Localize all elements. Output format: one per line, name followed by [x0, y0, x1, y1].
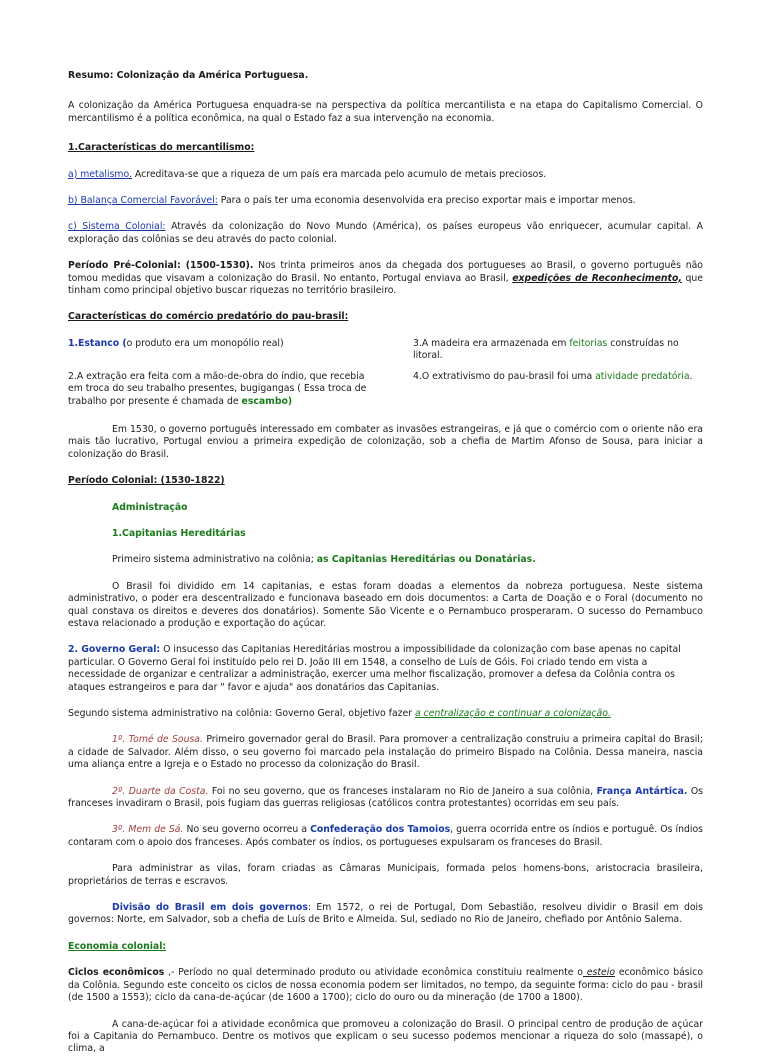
feitorias-term: feitorias [569, 337, 608, 349]
sistema-text: Através da colonização do Novo Mundo (América), os países europeus vão enriquecer, acumular capital. A exploração das colônias se deu através do pacto colonial. [68, 221, 703, 245]
capitanias-paragraph: O Brasil foi dividido em 14 capitanias, e estas foram doadas a elementos da nobreza portuguesa. Neste sistema administrativo, o poder era descentralizado e funcionava baseado em dois documentos: a Carta de Doação e o Foral (documento no qual constava os direitos e deveres dos donatários). Somente São Vicente e o Pernambuco prosperaram. O sucesso do Pernambuco estava relacionado a produção e exportação do açúcar. [68, 580, 703, 629]
escambo-text: 2.A extração era feita com a mão-de-obra do índio, que recebia em troca do seu trabalho presentes, bugigangas ( Essa troca de trabalho por presente é chamada de [68, 370, 367, 407]
intro-paragraph: A colonização da América Portuguesa enquadra-se na perspectiva da política mercantilista e na etapa do Capitalismo Comercial. O mercantilismo é a política econômica, na qual o Estado faz a sua intervenção na economia. [68, 100, 703, 124]
governador-1-text: Primeiro governador geral do Brasil. Para promover a centralização construiu a primeira capital do Brasil; a cidade de Salvador. Além disso, o seu governo foi marcado pela instalação do primeiro Bispado na Colônia. Dessa maneira, nascia uma aliança entre a Igreja e o Estado no processo da colonização do Brasil. [68, 734, 704, 771]
item-sistema-colonial [68, 221, 703, 246]
governo-geral-label: 2. Governo Geral: [68, 644, 161, 656]
extrativismo-after: . [689, 370, 693, 382]
governador-3-label: 3º. Mem de Sá. [112, 824, 184, 836]
governo-geral-paragraph [68, 644, 703, 694]
heading-periodo-colonial: Período Colonial: (1530-1822) [68, 475, 225, 487]
metalismo-text: Acreditava-se que a riqueza de um país era marcada pelo acumulo de metais preciosos. [131, 168, 547, 180]
precolonial-expedicoes: expedições de Reconhecimento, [512, 272, 682, 284]
item-feitorias [413, 338, 703, 363]
extrativismo-term: atividade predatória [595, 370, 690, 382]
governador-2-term: França Antártica. [596, 785, 688, 797]
item-metalismo [68, 169, 703, 181]
feitorias-text: 3.A madeira era armazenada em [413, 337, 570, 349]
divisao-label: Divisão do Brasil em dois governos [112, 902, 308, 914]
escambo-close: ) [287, 395, 293, 407]
escambo-term: escambo [241, 395, 288, 407]
balanca-text: Para o país ter uma economia desenvolvida era preciso exportar mais e importar menos. [217, 195, 636, 207]
ciclos-paragraph [68, 967, 703, 1004]
vilas-paragraph: Para administrar as vilas, foram criadas as Câmaras Municipais, formada pelos homens-bons, aristocracia brasileira, proprietários de terras e escravos. [68, 863, 703, 887]
governador-3-term: Confederação dos Tamoios [310, 824, 451, 836]
ciclos-label: Ciclos econômicos [68, 967, 165, 979]
precolonial-label: Período Pré-Colonial: (1500-1530). [68, 260, 254, 272]
segundo-sistema-text: Segundo sistema administrativo na colônia: Governo Geral, objetivo fazer [68, 708, 416, 719]
divisao-paragraph [68, 902, 703, 927]
extrativismo-text: 4.O extrativismo do pau-brasil foi uma [413, 370, 596, 382]
cana-paragraph: A cana-de-açúcar foi a atividade econômica que promoveu a colonização do Brasil. O principal centro de produção de açúcar foi a Capitania do Pernambuco. Dentre os motivos que explicam o seu sucesso podemos mencionar a riqueza do solo (massapé), o clima, a [68, 1018, 703, 1055]
estanco-paren: ( [119, 337, 127, 349]
governador-2 [68, 786, 703, 811]
capitanias-intro-text: Primeiro sistema administrativo na colônia; [112, 554, 317, 566]
estanco-label: 1.Estanco [68, 337, 120, 349]
divisao-text: : Em 1572, o rei de Portugal, Dom Sebastião, resolveu dividir o Brasil em dois governos: Norte, em Salvador, sob a chefia de Luís de Brito e Almeida. Sul, sediado no Rio de Janeiro, chefiado por Antônio Salema. [68, 902, 703, 926]
capitanias-intro [68, 554, 703, 566]
governo-geral-text: O insucesso das Capitanias Hereditárias mostrou a impossibilidade da colonização com base apenas no capital particular. O Governo Geral foi instituído pelo rei D. João III em 1548, a conselho de Luís de Góis. Foi criado tendo em vista a necessidade de organizar e centralizar a administração, exercer uma melhor fiscalização, promover a defesa da Colônia contra os ataques estrangeiros e para dar " favor e ajuda" aos donatários das Capitanias. [68, 644, 681, 693]
item-estanco [68, 338, 368, 363]
heading-capitanias: 1.Capitanias Hereditárias [112, 527, 246, 539]
pau-brasil-row-2 [68, 371, 703, 408]
item-extrativismo [413, 371, 703, 408]
precolonial-text1: Nos trinta primeiros anos da chegada dos portugueses ao Brasil, o governo português não tomou medidas que visavam a colonização do Brasil. No entanto, Portugal enviava ao Brasil, [68, 260, 703, 284]
feitorias-after: construídas no litoral. [413, 337, 679, 362]
heading-economia: Economia colonial: [68, 940, 167, 952]
item-balanca [68, 195, 703, 207]
segundo-sistema-link: a centralização e continuar a colonização. [415, 708, 611, 719]
metalismo-label: a) metalismo. [68, 168, 132, 180]
paragraph-1530: Em 1530, o governo português interessado em combater as invasões estrangeiras, e já que o comércio com o oriente não era mais tão lucrativo, Portugal enviou a primeira expedição de colonização, sob a chefia de Martim Afonso de Sousa, para iniciar a colonização do Brasil. [68, 423, 703, 460]
heading-pau-brasil: Características do comércio predatório do pau-brasil: [68, 311, 349, 323]
balanca-label: b) Balança Comercial Favorável: [68, 195, 218, 207]
governador-1-label: 1º. Tomé de Sousa. [112, 734, 203, 746]
estanco-text: o produto era um monopólio real) [126, 337, 284, 349]
heading-administracao: Administração [112, 501, 188, 513]
governador-1 [68, 734, 703, 771]
sistema-label: c) Sistema Colonial: [68, 221, 166, 233]
ciclos-term: esteio [582, 967, 616, 979]
document-title: Resumo: Colonização da América Portuguesa. [68, 70, 309, 81]
governador-3-text: No seu governo ocorreu a [183, 824, 311, 836]
ciclos-text2: econômico básico da Colônia. Segundo este conceito os ciclos de nossa economia podem ser limitados, no tempo, da seguinte forma: ciclo do pau - brasil (de 1500 a 1553); ciclo da cana-de-açúcar (de 1600 a 1700); ciclo do ouro ou da mineração (de 1700 a 1800). [68, 967, 704, 1004]
item-escambo [68, 371, 368, 408]
heading-mercantilism: 1.Características do mercantilismo: [68, 142, 255, 154]
precolonial-paragraph [68, 260, 703, 297]
governador-2-text: Foi no seu governo, que os franceses instalaram no Rio de Janeiro a sua colônia, [208, 785, 597, 797]
ciclos-text1: ,- Período no qual determinado produto ou atividade econômica constituiu realmente o [164, 967, 583, 979]
governador-2-after: Os franceses invadiram o Brasil, pois fugiam das guerras religiosas (católicos contra protestantes) ocorridas em seu país. [68, 785, 703, 810]
pau-brasil-row-1 [68, 338, 703, 363]
segundo-sistema [68, 708, 703, 720]
governador-3 [68, 824, 703, 849]
capitanias-intro-term: as Capitanias Hereditárias ou Donatárias. [316, 554, 536, 566]
governador-2-label: 2º. Duarte da Costa. [112, 785, 209, 797]
precolonial-text2: que tinham como principal objetivo buscar riquezas no território brasileiro. [68, 272, 704, 297]
governador-3-after: , guerra ocorrida entre os índios e portuguê. Os índios contaram com o apoio dos franceses. Após combater os índios, os portugueses expulsaram os franceses do Brasil. [68, 824, 703, 848]
